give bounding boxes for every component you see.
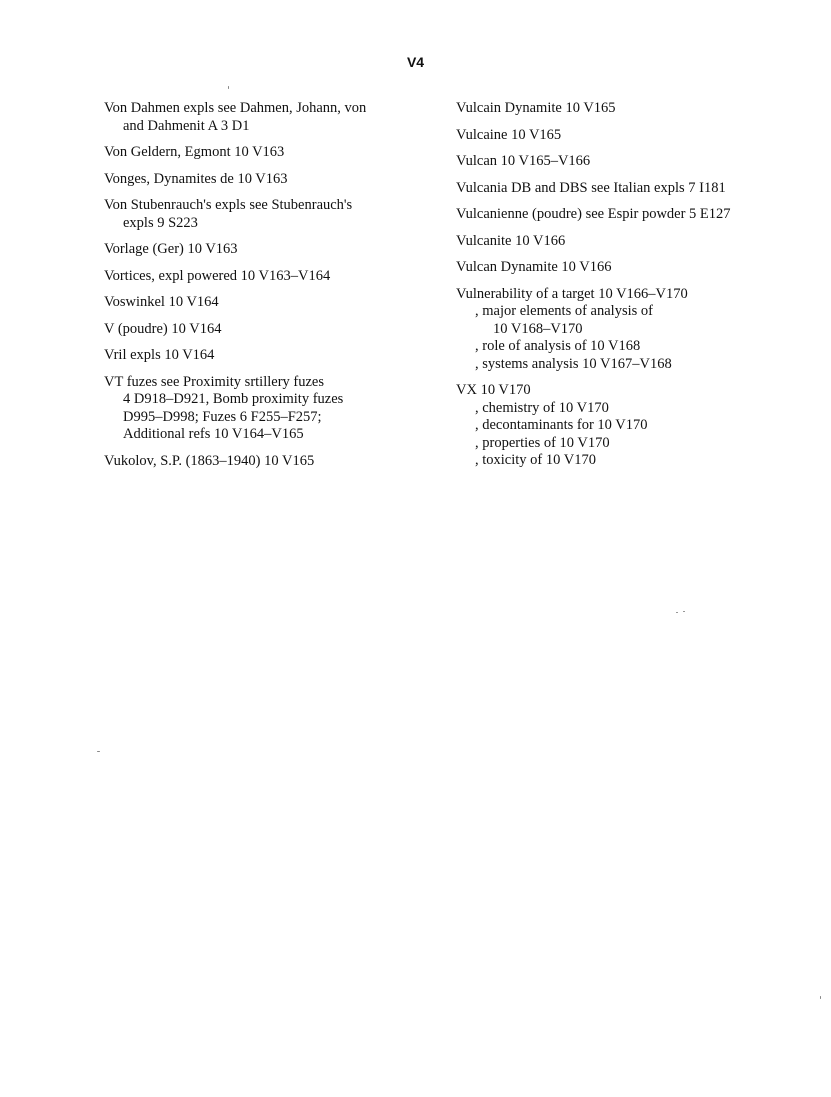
index-entry-line: Von Geldern, Egmont 10 V163: [104, 144, 285, 160]
index-entry: [456, 286, 796, 374]
index-entry-line: Vulcan Dynamite 10 V166: [456, 259, 612, 275]
index-entry-continuation: expls 9 S223: [123, 214, 198, 231]
index-column-left: [104, 100, 404, 479]
index-subentry: , chemistry of 10 V170: [475, 399, 609, 416]
index-entry-line: Vonges, Dynamites de 10 V163: [104, 170, 288, 187]
index-entry-line: Von Dahmen expls see Dahmen, Johann, von: [104, 100, 367, 116]
index-subentry: , systems analysis 10 V167–V168: [475, 355, 672, 372]
index-entry-continuation: Additional refs 10 V164–V165: [123, 426, 304, 442]
index-entry-continuation: D995–D998; Fuzes 6 F255–F257;: [123, 408, 322, 425]
index-subentry: , decontaminants for 10 V170: [475, 417, 648, 433]
index-entry: [456, 153, 796, 171]
index-entry-line: Von Stubenrauch's expls see Stubenrauch's: [104, 197, 353, 213]
index-entry-line: Vulcanite 10 V166: [456, 232, 566, 249]
index-entry-line: Vorlage (Ger) 10 V163: [104, 241, 238, 257]
index-entry-continuation: 4 D918–D921, Bomb proximity fuzes: [123, 391, 344, 407]
index-entry: [104, 453, 404, 471]
index-entry: [456, 100, 796, 118]
index-entry-line: Vortices, expl powered 10 V163–V164: [104, 267, 331, 284]
index-entry-line: Vulcania DB and DBS see Italian expls 7 I181: [456, 179, 726, 196]
index-entry: [104, 374, 404, 444]
index-entry: [104, 144, 404, 162]
index-subentry: , major elements of analysis of: [475, 303, 653, 319]
page-header: V4: [406, 54, 425, 70]
index-entry-line: VT fuzes see Proximity srtillery fuzes: [104, 373, 324, 390]
index-entry: [104, 321, 404, 339]
index-entry: [104, 241, 404, 259]
index-subentry: , toxicity of 10 V170: [475, 452, 596, 468]
scan-speck: [228, 86, 229, 89]
index-entry: [104, 171, 404, 189]
scan-speck: [820, 996, 821, 999]
index-entry: [456, 382, 796, 470]
index-entry: [104, 100, 404, 135]
index-entry-line: Vulcan 10 V165–V166: [456, 153, 591, 169]
index-entry: [456, 127, 796, 145]
index-entry-line: Vulcanienne (poudre) see Espir powder 5 E127: [456, 206, 731, 222]
scan-speck: [97, 751, 100, 752]
index-entry-line: Vulcaine 10 V165: [456, 126, 562, 143]
index-entry-continuation: and Dahmenit A 3 D1: [123, 117, 250, 134]
index-entry-line: VX 10 V170: [456, 382, 531, 398]
scan-speck: [676, 612, 678, 613]
scan-speck: [683, 611, 685, 612]
index-entry: [456, 259, 796, 277]
index-entry: [104, 294, 404, 312]
index-subentry: , role of analysis of 10 V168: [475, 338, 641, 354]
index-entry-line: V (poudre) 10 V164: [104, 320, 222, 337]
index-entry-line: Vulnerability of a target 10 V166–V170: [456, 285, 688, 302]
index-entry: [456, 206, 796, 224]
index-entry: [456, 180, 796, 198]
index-entry: [104, 268, 404, 286]
index-subentry: , properties of 10 V170: [475, 434, 610, 451]
index-entry-line: Vulcain Dynamite 10 V165: [456, 100, 616, 116]
index-entry-line: Vril expls 10 V164: [104, 347, 215, 363]
index-entry-line: Voswinkel 10 V164: [104, 294, 219, 310]
index-column-right: [456, 100, 796, 479]
index-entry: [104, 197, 404, 232]
index-subentry-continuation: 10 V168–V170: [493, 320, 583, 337]
index-entry: [456, 233, 796, 251]
index-entry-line: Vukolov, S.P. (1863–1940) 10 V165: [104, 452, 315, 469]
index-entry: [104, 347, 404, 365]
